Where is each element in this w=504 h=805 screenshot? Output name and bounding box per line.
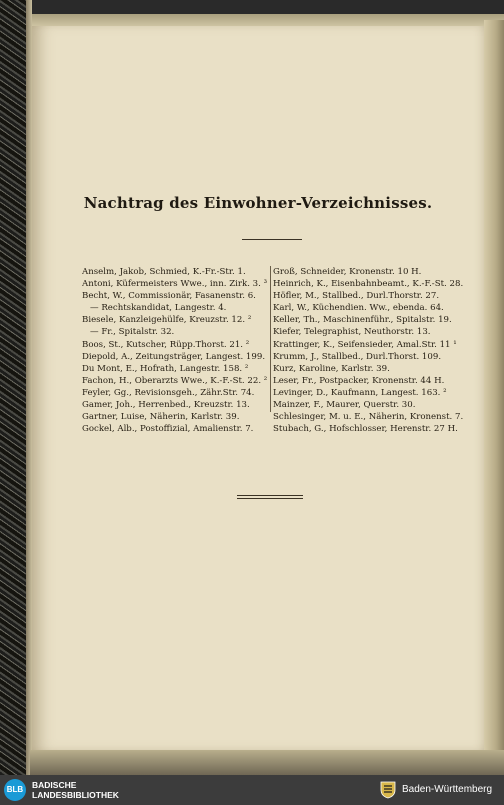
list-item: Stubach, G., Hofschlosser, Herenstr. 27 H. (273, 424, 458, 435)
list-item: Heinrich, K., Eisenbahnbeamt., K.-F.-St. 28. (273, 279, 464, 290)
library-name[interactable] (32, 780, 119, 800)
list-item: Boos, St., Kutscher, Rüpp.Thorst. 21. ² (82, 339, 250, 350)
page-bottom-edge (30, 750, 504, 775)
list-item: Biesele, Kanzleigehülfe, Kreuzstr. 12. ² (82, 315, 252, 326)
end-rule (237, 495, 303, 496)
list-item: Groß, Schneider, Kronenstr. 10 H. (273, 267, 422, 277)
list-item: Fachon, H., Oberarzts Wwe., K.-F.-St. 22. ² (82, 375, 268, 386)
list-item: Becht, W., Commissionär, Fasanenstr. 6. (82, 291, 256, 302)
list-item: Gamer, Joh., Herrenbed., Kreuzstr. 13. (82, 400, 250, 411)
page-title: Nachtrag des Einwohner-Verzeichnisses. (83, 194, 433, 212)
list-item: Schlesinger, M. u. E., Näherin, Kronenst. 7. (273, 412, 464, 423)
list-item: Mainzer, F., Maurer, Querstr. 30. (273, 400, 416, 411)
left-column (82, 266, 300, 435)
title-rule (242, 239, 302, 240)
book-page (32, 26, 484, 750)
list-item: Diepold, A., Zeitungsträger, Langest. 199. (82, 351, 266, 362)
list-item: Gockel, Alb., Postoffizial, Amalienstr. 7. (82, 424, 254, 435)
list-item: Krumm, J., Stallbed., Durl.Thorst. 109. (273, 351, 442, 362)
footer-bar (0, 775, 504, 805)
library-name-line1: BADISCHE (32, 780, 77, 790)
state-crest-icon[interactable] (380, 781, 396, 799)
list-item: Leser, Fr., Postpacker, Kronenstr. 44 H. (273, 375, 445, 386)
library-name-line2: LANDESBIBLIOTHEK (32, 790, 119, 800)
right-column (273, 266, 493, 435)
library-logo-icon[interactable]: BLB (4, 779, 26, 801)
end-rule (237, 498, 303, 499)
list-item: Feyler, Gg., Revisionsgeh., Zähr.Str. 74. (82, 387, 255, 398)
list-item: Krattinger, K., Seifensieder, Amal.Str. 11 ¹ (273, 339, 457, 350)
list-item: Du Mont, E., Hofrath, Langestr. 158. ² (82, 363, 249, 374)
list-item: Anselm, Jakob, Schmied, K.-Fr.-Str. 1. (82, 267, 246, 277)
list-item: Kiefer, Telegraphist, Neuthorstr. 13. (273, 327, 431, 338)
list-item: Keller, Th., Maschinenführ., Spitalstr. 19. (273, 315, 452, 326)
list-item: Kurz, Karoline, Karlstr. 39. (273, 363, 390, 374)
state-label[interactable]: Baden-Württemberg (402, 784, 493, 795)
list-item: Höfler, M., Stallbed., Durl.Thorstr. 27. (273, 291, 440, 302)
list-item: Levinger, D., Kaufmann, Langest. 163. ² (273, 387, 447, 398)
list-item: — Fr., Spitalstr. 32. (90, 327, 175, 338)
list-item: — Rechtskandidat, Langestr. 4. (90, 303, 227, 314)
column-divider (270, 266, 271, 412)
list-item: Karl, W., Küchendien. Ww., ebenda. 64. (273, 303, 444, 314)
list-item: Gartner, Luise, Näherin, Karlstr. 39. (82, 412, 240, 423)
list-item: Antoni, Küfermeisters Wwe., inn. Zirk. 3. ³ (82, 279, 268, 290)
